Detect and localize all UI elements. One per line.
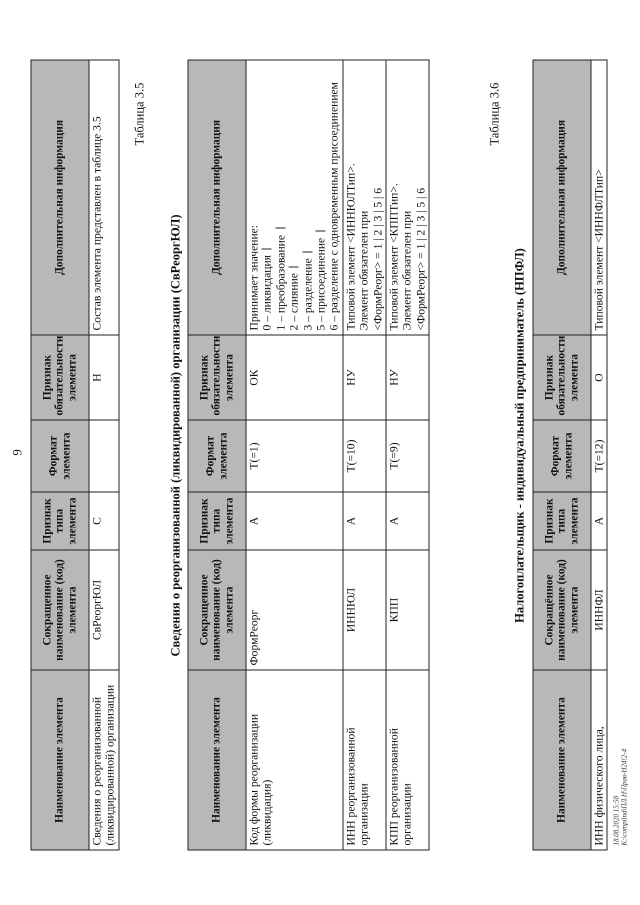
cell-code: КПП	[386, 550, 429, 670]
table-row	[342, 60, 385, 850]
cell-format: T(=1)	[246, 420, 343, 492]
header-info: Дополнительная информация	[188, 60, 246, 335]
cell-required: О	[591, 335, 607, 420]
info-intro: Принимает значение:	[247, 224, 260, 330]
table-row	[246, 60, 343, 850]
header-required: Признак обязательности элемента	[533, 335, 591, 420]
cell-format: T(=12)	[591, 420, 607, 492]
cell-type: А	[342, 492, 385, 550]
header-type: Признак типа элемента	[31, 492, 89, 550]
header-type: Признак типа элемента	[188, 492, 246, 550]
header-format: Формат элемента	[31, 420, 89, 492]
header-info: Дополнительная информация	[533, 60, 591, 335]
cell-format	[89, 420, 119, 492]
header-format: Формат элемента	[533, 420, 591, 492]
header-code: Сокращенное наименование (код) элемента	[188, 550, 246, 670]
cell-info: Состав элемента представлен в таблице 3.5	[89, 60, 119, 335]
cell-code: ФормРеорг	[246, 550, 343, 670]
header-name: Наименование элемента	[31, 670, 89, 850]
header-name: Наименование элемента	[188, 670, 246, 850]
table-3-6-label: Таблица 3.6	[487, 82, 501, 145]
header-code: Сокращенное наименование (код) элемента	[31, 550, 89, 670]
cell-required: ОК	[246, 335, 343, 420]
info-value-line: 0 – ликвидация	[260, 64, 273, 330]
info-value-line: 1 – преобразование	[274, 64, 287, 330]
cell-info: Типовой элемент <ИННФЛТип>	[591, 60, 607, 335]
table-3-5	[187, 59, 429, 850]
cursor-mark	[315, 230, 325, 231]
info-value-line: 6 – разделение с одновременным присоединением	[327, 81, 341, 330]
cell-required: НУ	[342, 335, 385, 420]
table-top-continuation	[30, 59, 119, 850]
cell-name: Сведения о реорганизованной (ликвидированной) организации	[89, 670, 119, 850]
table-row	[386, 60, 429, 850]
table-header-row	[533, 60, 591, 850]
cell-info: Типовой элемент <КППТип>. Элемент обязателен при <ФормРеорг> = 1 | 2 | 3 | 5 | 6	[386, 60, 429, 335]
info-value-line: 3 – разделение	[301, 64, 314, 330]
cell-code: ИННЮЛ	[342, 550, 385, 670]
table-row	[89, 60, 119, 850]
cell-type: А	[246, 492, 343, 550]
cell-type: А	[591, 492, 607, 550]
table-header-row	[188, 60, 246, 850]
cell-required: НУ	[386, 335, 429, 420]
table-3-5-heading: Сведения о реорганизованной (ликвидированной) организации (СвРеоргЮЛ)	[168, 214, 182, 656]
cell-code: ИННФЛ	[591, 550, 607, 670]
cell-name: Код формы реорганизации (ликвидация)	[246, 670, 343, 850]
header-code: Сокращённое наименование (код) элемента	[533, 550, 591, 670]
cursor-mark	[288, 266, 298, 267]
table-3-5-label: Таблица 3.5	[132, 82, 146, 145]
cell-format: T(=9)	[386, 420, 429, 492]
cell-format: T(=10)	[342, 420, 385, 492]
cell-code: СвРеоргЮЛ	[89, 550, 119, 670]
cell-info: Типовой элемент <ИННЮЛТип>. Элемент обязателен при <ФормРеорг> = 1 | 2 | 3 | 5 | 6	[342, 60, 385, 335]
header-type: Признак типа элемента	[533, 492, 591, 550]
cell-name: ИНН физического лица,	[591, 670, 607, 850]
header-required: Признак обязательности элемента	[188, 335, 246, 420]
header-required: Признак обязательности элемента	[31, 335, 89, 420]
header-info: Дополнительная информация	[31, 60, 89, 335]
cell-info	[246, 60, 343, 335]
table-3-6-heading: Налогоплательщик - индивидуальный предприниматель (НПФЛ)	[512, 247, 526, 623]
cell-name: КПП реорганизованной организации	[386, 670, 429, 850]
cell-required: Н	[89, 335, 119, 420]
cell-type: А	[386, 492, 429, 550]
info-value-line: 5 – присоединение	[314, 64, 327, 330]
cursor-mark	[261, 248, 271, 249]
footer-stamp: 18.08.2020 15:58 К:\compilnd\ПЛ.Н\Прав-Н24!2-4	[612, 748, 628, 845]
header-name: Наименование элемента	[533, 670, 591, 850]
cursor-mark	[275, 227, 285, 228]
page-number: 9	[10, 448, 24, 455]
table-3-6	[532, 59, 607, 850]
table-header-row	[31, 60, 89, 850]
cell-type: С	[89, 492, 119, 550]
cell-name: ИНН реорганизованной организации	[342, 670, 385, 850]
info-value-line: 2 – слияние	[287, 64, 300, 330]
table-row	[591, 60, 607, 850]
header-format: Формат элемента	[188, 420, 246, 492]
cursor-mark	[302, 251, 312, 252]
